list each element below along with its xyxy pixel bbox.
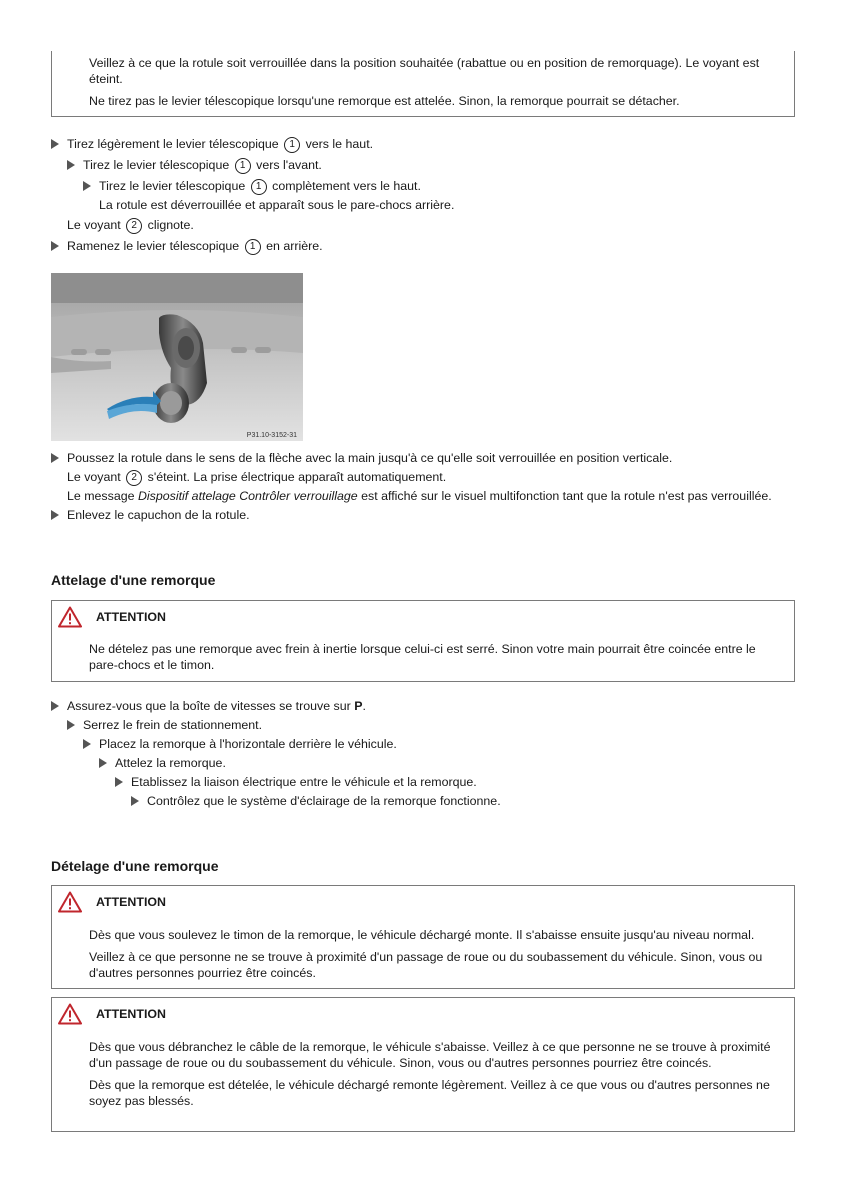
step-5: Ramenez le levier télescopique 1 en arrière. xyxy=(51,238,323,255)
info-line-1: Veillez à ce que la rotule soit verrouillée dans la position souhaitée (rabattue ou en position de remorquage). Le voyant est éteint. xyxy=(89,56,760,86)
section-title-attelage: Attelage d'une remorque xyxy=(51,572,216,588)
arrow-bullet-icon xyxy=(83,181,91,191)
step-remove-cap: Enlevez le capuchon de la rotule. xyxy=(51,507,250,523)
warning-text-1: Dès que vous débranchez le câble de la remorque, le véhicule s'abaisse. Veillez à ce que personne ne se trouve à proximité d'un passage de roue ou du soubassement du véhicule. Sinon, vous ou d'autres personnes pourriez être coincés. xyxy=(89,1040,771,1070)
warning-text: Ne dételez pas une remorque avec frein à inertie lorsque celui-ci est serré. Sinon votre main pourrait être coincée entre le pare-chocs et le timon. xyxy=(89,642,756,672)
arrow-bullet-icon xyxy=(67,160,75,170)
step-3: Tirez le levier télescopique 1 complètement vers le haut. xyxy=(83,178,421,195)
step-1: Tirez légèrement le levier télescopique 1 vers le haut. xyxy=(51,136,373,153)
warning-header xyxy=(58,1003,166,1025)
warning-text-1: Dès que vous soulevez le timon de la remorque, le véhicule déchargé monte. Il s'abaisse ensuite jusqu'au niveau normal. xyxy=(89,928,755,942)
warning-text-2: Veillez à ce que personne ne se trouve à proximité d'un passage de roue ou du soubassement du véhicule. Sinon, vous ou d'autres personnes pourriez être coincés. xyxy=(89,950,763,980)
number-circle-icon: 1 xyxy=(235,158,251,174)
arrow-bullet-icon xyxy=(51,241,59,251)
arrow-bullet-icon xyxy=(67,720,75,730)
tow-hitch-figure xyxy=(51,273,303,441)
arrow-bullet-icon xyxy=(51,453,59,463)
arrow-bullet-icon xyxy=(131,796,139,806)
warning-label: ATTENTION xyxy=(96,895,166,909)
hitch-step-4: Attelez la remorque. xyxy=(99,755,226,771)
number-circle-icon: 1 xyxy=(251,179,267,195)
warning-label: ATTENTION xyxy=(96,1007,166,1021)
number-circle-icon: 2 xyxy=(126,218,142,234)
number-circle-icon: 2 xyxy=(126,470,142,486)
arrow-bullet-icon xyxy=(83,739,91,749)
step-3-result: La rotule est déverrouillée et apparaît sous le pare-chocs arrière. xyxy=(99,198,455,212)
step-light-off: Le voyant 2 s'éteint. La prise électrique apparaît automatiquement. xyxy=(67,470,447,484)
hitch-step-1: Assurez-vous que la boîte de vitesses se trouve sur P. xyxy=(51,698,366,714)
hitch-step-3: Placez la remorque à l'horizontale derrière le véhicule. xyxy=(83,736,397,752)
arrow-bullet-icon xyxy=(51,139,59,149)
step-4: Le voyant 2 clignote. xyxy=(67,218,194,232)
number-circle-icon: 1 xyxy=(284,137,300,153)
number-circle-icon: 1 xyxy=(245,239,261,255)
arrow-bullet-icon xyxy=(115,777,123,787)
warning-triangle-icon xyxy=(58,1003,82,1025)
tow-hitch-illustration xyxy=(51,273,303,441)
warning-label: ATTENTION xyxy=(96,610,166,624)
warning-text-2: Dès que la remorque est dételée, le véhicule déchargé remonte légèrement. Veillez à ce que vous ou d'autres personnes ne soyez pas blessés. xyxy=(89,1078,770,1108)
arrow-bullet-icon xyxy=(51,701,59,711)
hitch-step-5: Etablissez la liaison électrique entre le véhicule et la remorque. xyxy=(115,774,477,790)
step-2: Tirez le levier télescopique 1 vers l'avant. xyxy=(67,157,322,174)
step-message: Le message Dispositif attelage Contrôler verrouillage est affiché sur le visuel multifonction tant que la rotule n'est pas verrouillée. xyxy=(67,489,772,503)
arrow-bullet-icon xyxy=(99,758,107,768)
warning-header xyxy=(58,606,166,628)
warning-triangle-icon xyxy=(58,891,82,913)
info-line-2: Ne tirez pas le levier télescopique lorsqu'une remorque est attelée. Sinon, la remorque pourrait se détacher. xyxy=(89,94,680,108)
warning-box-1 xyxy=(51,600,795,682)
hitch-step-6: Contrôlez que le système d'éclairage de la remorque fonctionne. xyxy=(131,793,501,809)
hitch-step-2: Serrez le frein de stationnement. xyxy=(67,717,262,733)
warning-triangle-icon xyxy=(58,606,82,628)
figure-caption: P31.10-3152-31 xyxy=(246,432,297,439)
step-push-ball: Poussez la rotule dans le sens de la flèche avec la main jusqu'à ce qu'elle soit verrouillée en position verticale. xyxy=(51,450,672,466)
info-box xyxy=(51,51,795,117)
section-title-detelage: Dételage d'une remorque xyxy=(51,858,219,874)
warning-header xyxy=(58,891,166,913)
warning-box-2 xyxy=(51,885,795,989)
arrow-bullet-icon xyxy=(51,510,59,520)
warning-box-3 xyxy=(51,997,795,1132)
